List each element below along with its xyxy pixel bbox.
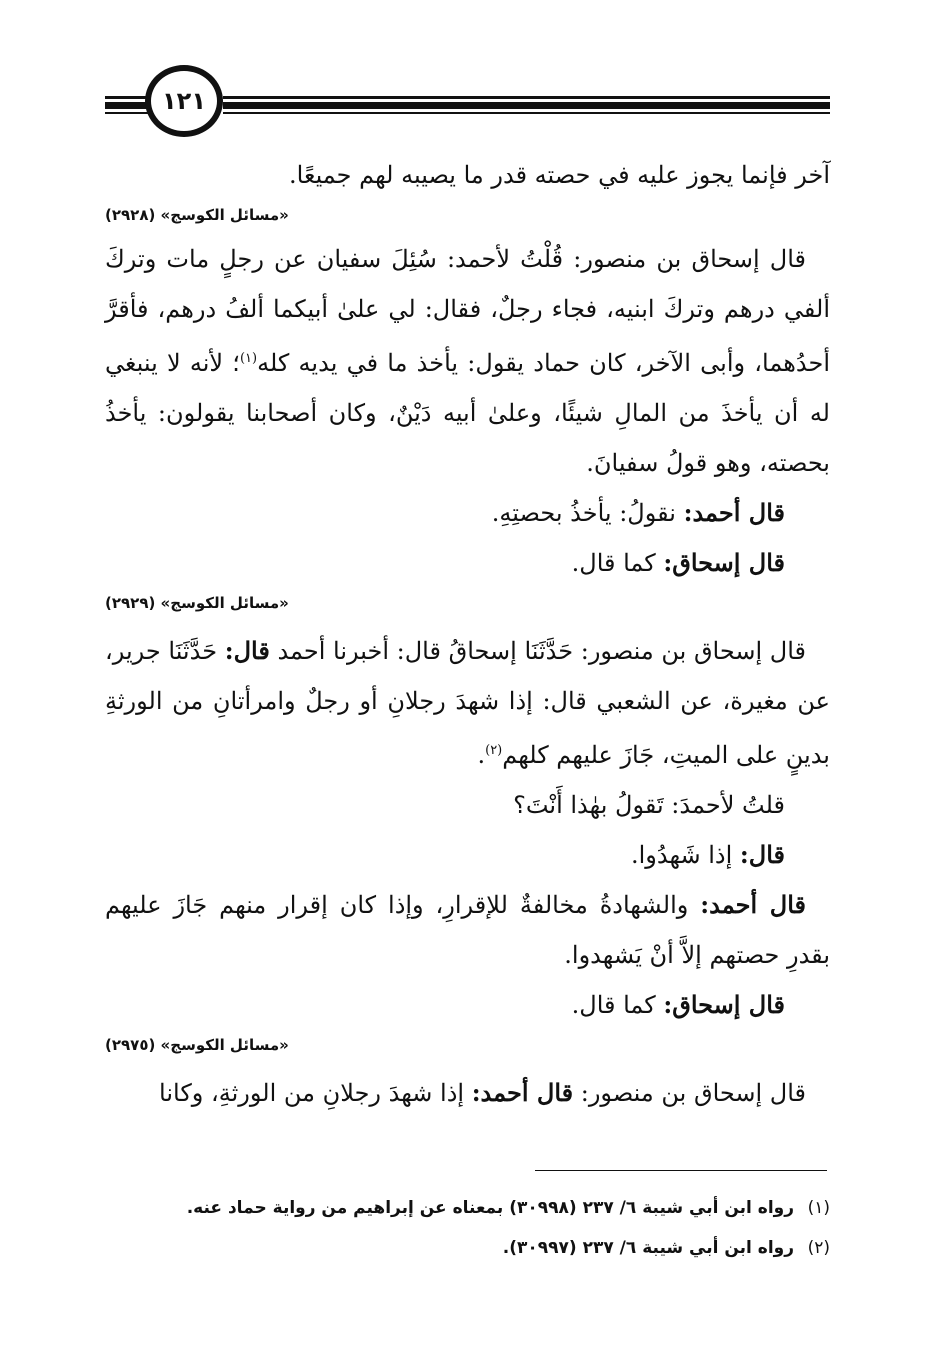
speaker-text: نقولُ: يأخذُ بحصتِهِ. xyxy=(491,499,676,527)
speaker-text: والشهادةُ مخالفةٌ للإقرارِ، وإذا كان إقرار منهم جَازَ عليهم بقدرِ حصتهم إلاَّ أنْ يَشهدوا. xyxy=(105,891,830,969)
speaker-label: قال إسحاق: xyxy=(663,990,785,1019)
paragraph-3-label: قال أحمد: xyxy=(471,1078,574,1107)
header-rule-right xyxy=(223,96,830,114)
source-ref-2: «مسائل الكوسج» (٢٩٢٩) xyxy=(105,594,289,612)
speaker-text: كما قال. xyxy=(571,549,656,577)
source-ref-1: «مسائل الكوسج» (٢٩٢٨) xyxy=(105,206,289,224)
footnote-divider xyxy=(535,1170,827,1171)
paragraph-2-qal: قال: xyxy=(224,636,270,665)
paragraph-2 xyxy=(105,626,830,780)
ishaq-line-2 xyxy=(105,980,830,1030)
footnote-2 xyxy=(105,1228,830,1268)
paragraph-2-text-b: حَدَّثَنَا جرير، عن مغيرة، عن الشعبي قال: إذا شهدَ رجلانِ أو رجلٌ وامرأتانِ من الورثةِ بدينٍ على الميتِ، جَازَ عليهم كلهم xyxy=(105,637,830,769)
paragraph-2-text-a: قال إسحاق بن منصور: حَدَّثَنَا إسحاقُ قال: أخبرنا أحمد xyxy=(277,637,806,665)
ahmad-line-1 xyxy=(105,488,830,538)
paragraph-1-text: قال إسحاق بن منصور: قُلْتُ لأحمد: سُئِلَ سفيان عن رجلٍ مات وتركَ ألفي درهم وتركَ ابنيه، فجاء رجلٌ، فقال: لي علىٰ أبيكما ألفُ درهم، فأقرَّ أحدُهما، وأبى الآخر، كان حماد يقول: يأخذ ما في يديه كله xyxy=(105,245,830,377)
ishaq-line-1 xyxy=(105,538,830,588)
footnote-marker-2: (٢) xyxy=(485,743,503,758)
paragraph-3-text-b: إذا شهدَ رجلانِ من الورثةِ، وكانا xyxy=(159,1079,465,1107)
page-header xyxy=(105,62,830,142)
speaker-text: إذا شَهدُوا. xyxy=(630,841,733,869)
paragraph-3-text-a: قال إسحاق بن منصور: xyxy=(580,1079,806,1107)
speaker-label: قال: xyxy=(739,840,785,869)
question-line: قلتُ لأحمدَ: تَقولُ بهٰذا أَنْتَ؟ xyxy=(513,791,785,819)
footnote-text: رواه ابن أبي شيبة ٦/ ٢٣٧ (٣٠٩٩٨) بمعناه عن إبراهيم من رواية حماد عنه. xyxy=(186,1198,794,1218)
paragraph-1-tail: ؛ لأنه لا ينبغي له أن يأخذَ من المالِ شيئًا، وعلىٰ أبيه دَيْنٌ، وكان أصحابنا يقولون: يأخذُ بحصته، وهو قولُ سفيانَ. xyxy=(105,349,830,477)
paragraph-1 xyxy=(105,234,830,488)
footnote-number: (١) xyxy=(807,1198,830,1218)
continuation-line: آخر فإنما يجوز عليه في حصته قدر ما يصيبه لهم جميعًا. xyxy=(289,161,830,189)
ahmad-paragraph-2 xyxy=(105,880,830,980)
footnote-1 xyxy=(105,1188,830,1228)
paragraph-3 xyxy=(105,1068,830,1118)
footnote-number: (٢) xyxy=(807,1238,830,1258)
speaker-label: قال إسحاق: xyxy=(663,548,785,577)
page-number: ١٢١ xyxy=(145,65,223,137)
speaker-text: كما قال. xyxy=(571,991,656,1019)
speaker-label: قال أحمد: xyxy=(683,498,785,527)
speaker-label: قال أحمد: xyxy=(700,890,806,919)
paragraph-2-end: . xyxy=(477,741,486,769)
qal-line xyxy=(105,830,830,880)
footnote-marker-1: (١) xyxy=(239,351,258,366)
source-ref-3: «مسائل الكوسج» (٢٩٧٥) xyxy=(105,1036,289,1054)
footnotes xyxy=(105,1188,830,1268)
main-text xyxy=(105,150,830,1118)
footnote-text: رواه ابن أبي شيبة ٦/ ٢٣٧ (٣٠٩٩٧). xyxy=(502,1238,794,1258)
